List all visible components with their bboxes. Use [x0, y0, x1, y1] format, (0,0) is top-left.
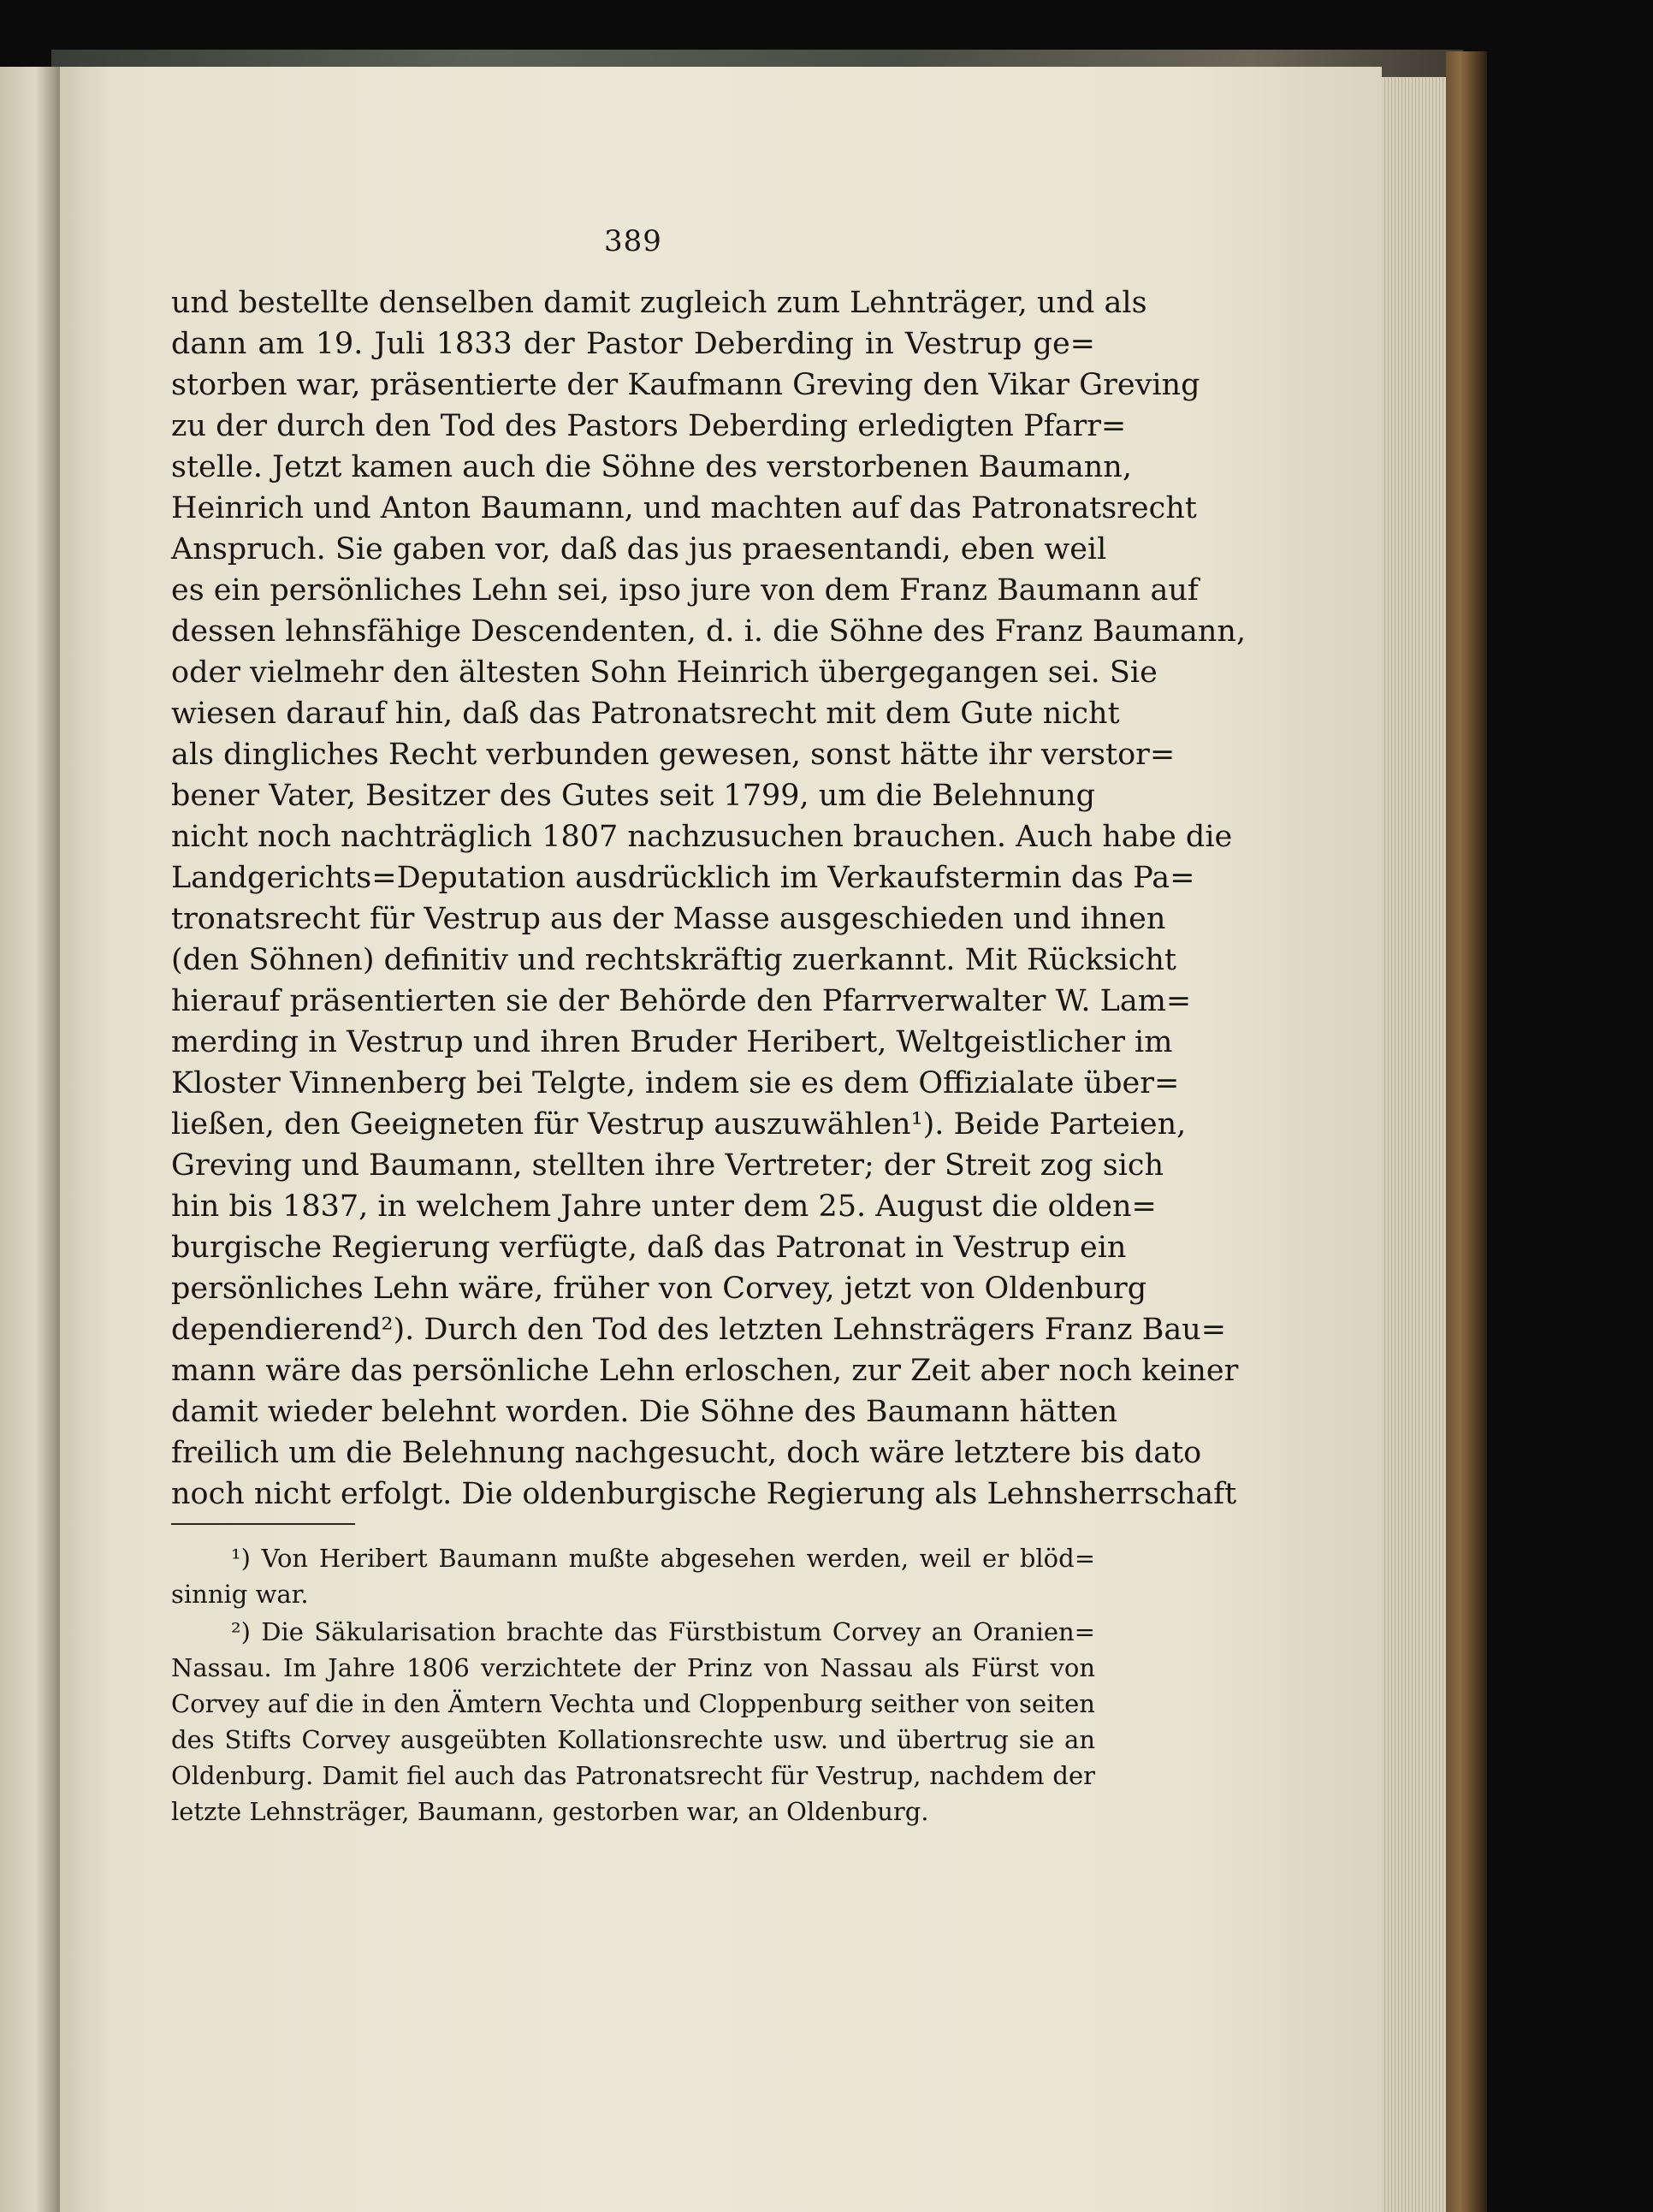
body-line: zu der durch den Tod des Pastors Deberding erledigten Pfarr=	[171, 409, 1127, 443]
footnote-1-line: sinnig war.	[171, 1580, 309, 1609]
body-line: stelle. Jetzt kamen auch die Söhne des verstorbenen Baumann,	[171, 450, 1132, 484]
body-line: persönliches Lehn wäre, früher von Corvey, jetzt von Oldenburg	[171, 1272, 1147, 1306]
body-line: (den Söhnen) definitiv und rechtskräftig zuerkannt. Mit Rücksicht	[171, 943, 1176, 977]
footnote-2-line: Nassau. Im Jahre 1806 verzichtete der Prinz von Nassau als Fürst von	[171, 1653, 1095, 1682]
body-line: storben war, präsentierte der Kaufmann Greving den Vikar Greving	[171, 368, 1200, 402]
page-number: 389	[604, 224, 662, 258]
body-line: Greving und Baumann, stellten ihre Vertreter; der Streit zog sich	[171, 1148, 1164, 1183]
body-line: Anspruch. Sie gaben vor, daß das jus praesentandi, eben weil	[171, 532, 1107, 566]
page-stack-edges	[1382, 77, 1449, 2212]
facing-page-edge	[0, 67, 60, 2212]
body-line: und bestellte denselben damit zugleich zum Lehnträger, und als	[171, 286, 1147, 320]
body-line: hin bis 1837, in welchem Jahre unter dem 25. August die olden=	[171, 1189, 1157, 1224]
body-line: dessen lehnsfähige Descendenten, d. i. die Söhne des Franz Baumann,	[171, 614, 1247, 649]
body-line: Heinrich und Anton Baumann, und machten auf das Patronatsrecht	[171, 491, 1197, 525]
body-line: damit wieder belehnt worden. Die Söhne des Baumann hätten	[171, 1395, 1118, 1429]
body-line: Landgerichts=Deputation ausdrücklich im Verkaufstermin das Pa=	[171, 861, 1195, 895]
body-line: als dingliches Recht verbunden gewesen, sonst hätte ihr verstor=	[171, 738, 1176, 772]
body-line: mann wäre das persönliche Lehn erloschen, zur Zeit aber noch keiner	[171, 1354, 1239, 1388]
footnote-2-line: Corvey auf die in den Ämtern Vechta und Cloppenburg seither von seiten	[171, 1689, 1095, 1718]
body-line: freilich um die Belehnung nachgesucht, doch wäre letztere bis dato	[171, 1436, 1202, 1470]
body-line: dependierend²). Durch den Tod des letzten Lehnsträgers Franz Bau=	[171, 1313, 1227, 1347]
body-line: wiesen darauf hin, daß das Patronatsrecht mit dem Gute nicht	[171, 697, 1120, 731]
body-line: dann am 19. Juli 1833 der Pastor Deberding in Vestrup ge=	[171, 327, 1095, 361]
book-cover-right-edge	[1446, 51, 1487, 2212]
body-line: Kloster Vinnenberg bei Telgte, indem sie es dem Offizialate über=	[171, 1066, 1180, 1100]
body-line: oder vielmehr den ältesten Sohn Heinrich übergegangen sei. Sie	[171, 655, 1158, 690]
body-line: merding in Vestrup und ihren Bruder Heribert, Weltgeistlicher im	[171, 1025, 1173, 1059]
body-line: tronatsrecht für Vestrup aus der Masse ausgeschieden und ihnen	[171, 902, 1166, 936]
body-line: bener Vater, Besitzer des Gutes seit 1799, um die Belehnung	[171, 779, 1095, 813]
body-line: hierauf präsentierten sie der Behörde den Pfarrverwalter W. Lam=	[171, 984, 1192, 1018]
body-line: ließen, den Geeigneten für Vestrup auszuwählen¹). Beide Parteien,	[171, 1107, 1187, 1142]
footnote-2-line: Oldenburg. Damit fiel auch das Patronatsrecht für Vestrup, nachdem der	[171, 1761, 1095, 1790]
footnote-1-line: ¹) Von Heribert Baumann mußte abgesehen werden, weil er blöd=	[231, 1544, 1095, 1573]
body-line: es ein persönliches Lehn sei, ipso jure von dem Franz Baumann auf	[171, 573, 1199, 608]
footnote-2-line: des Stifts Corvey ausgeübten Kollationsrechte usw. und übertrug sie an	[171, 1725, 1095, 1754]
footnote-2-line: letzte Lehnsträger, Baumann, gestorben war, an Oldenburg.	[171, 1797, 929, 1826]
body-line: noch nicht erfolgt. Die oldenburgische Regierung als Lehnsherrschaft	[171, 1477, 1237, 1511]
footnote-2-line: ²) Die Säkularisation brachte das Fürstbistum Corvey an Oranien=	[231, 1617, 1095, 1646]
body-line: nicht noch nachträglich 1807 nachzusuchen brauchen. Auch habe die	[171, 820, 1233, 854]
body-line: burgische Regierung verfügte, daß das Patronat in Vestrup ein	[171, 1231, 1127, 1265]
footnote-rule	[171, 1523, 355, 1525]
